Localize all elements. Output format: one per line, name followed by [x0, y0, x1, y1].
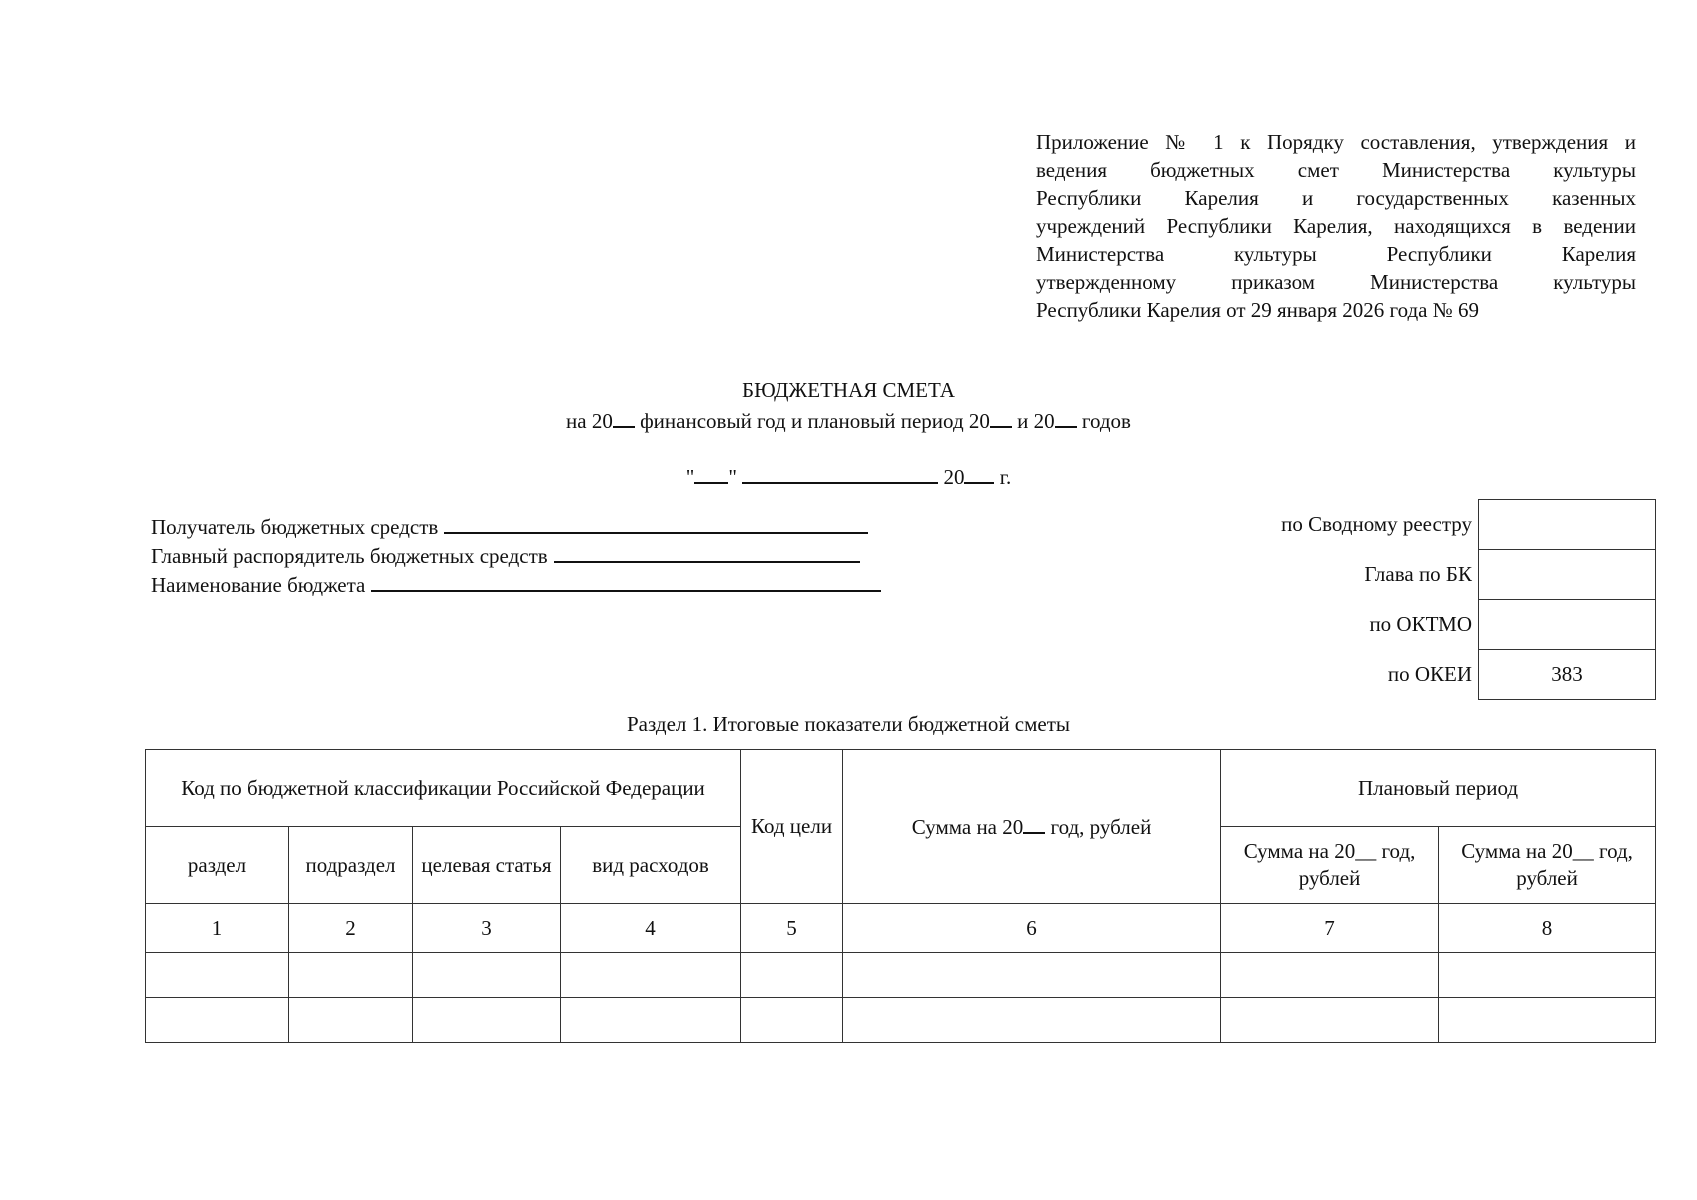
target-article-col-header: целевая статья	[413, 827, 561, 904]
table-cell[interactable]	[146, 953, 289, 998]
section-title: Раздел 1. Итоговые показатели бюджетной сметы	[626, 712, 1071, 736]
code-label: Глава по БК	[1364, 562, 1472, 586]
table-header-row	[146, 750, 1656, 827]
table-cell[interactable]	[289, 998, 413, 1043]
planned-sum-2-header: Сумма на 20__ год, рублей	[1439, 827, 1656, 904]
manager-blank[interactable]	[554, 541, 860, 563]
year-blank[interactable]	[1023, 812, 1045, 834]
subtitle-part: годов	[1076, 409, 1131, 433]
code-label: по ОКТМО	[1369, 612, 1472, 636]
table-cell[interactable]	[561, 953, 741, 998]
code-value-cell[interactable]: 383	[1479, 650, 1656, 700]
subsection-col-header: подраздел	[289, 827, 413, 904]
code-value-cell[interactable]	[1479, 500, 1656, 550]
year-blank[interactable]	[613, 406, 635, 428]
month-blank[interactable]	[742, 462, 938, 484]
document-subtitle	[0, 406, 1697, 434]
code-row	[1100, 600, 1656, 650]
planned-period-header: Плановый период	[1221, 750, 1656, 827]
planned-sum-1-header: Сумма на 20__ год, рублей	[1221, 827, 1439, 904]
appendix-line: ведения бюджетных смет Министерства культуры	[1036, 158, 1636, 182]
sum-header-part: год, рублей	[1045, 815, 1152, 839]
section-col-header: раздел	[146, 827, 289, 904]
budget-table	[145, 749, 1656, 1043]
code-row	[1100, 500, 1656, 550]
column-number: 3	[413, 904, 561, 953]
year-blank[interactable]	[964, 462, 994, 484]
column-number: 6	[843, 904, 1221, 953]
column-number: 2	[289, 904, 413, 953]
table-cell[interactable]	[413, 953, 561, 998]
code-label: по Сводному реестру	[1281, 512, 1472, 536]
table-cell[interactable]	[1439, 953, 1656, 998]
column-number: 8	[1439, 904, 1656, 953]
recipient-label: Получатель бюджетных средств	[151, 515, 439, 539]
year-blank[interactable]	[990, 406, 1012, 428]
day-blank[interactable]	[694, 462, 728, 484]
column-number: 7	[1221, 904, 1439, 953]
table-cell[interactable]	[289, 953, 413, 998]
budget-name-row	[151, 570, 881, 599]
recipient-row	[151, 512, 881, 541]
table-row	[146, 998, 1656, 1043]
table-cell[interactable]	[146, 998, 289, 1043]
expense-type-col-header: вид расходов	[561, 827, 741, 904]
table-row	[146, 953, 1656, 998]
column-number: 4	[561, 904, 741, 953]
appendix-line: Республики Карелия и государственных казенных	[1036, 186, 1636, 210]
sum-header-part: Сумма на 20	[911, 815, 1024, 839]
table-cell[interactable]	[561, 998, 741, 1043]
manager-label: Главный распорядитель бюджетных средств	[151, 544, 548, 568]
codes-table	[1100, 499, 1656, 700]
table-cell[interactable]	[741, 953, 843, 998]
appendix-line: учреждений Республики Карелия, находящихся в ведении	[1036, 214, 1636, 238]
bk-code-header: Код по бюджетной классификации Российской Федерации	[146, 750, 741, 827]
document-title: БЮДЖЕТНАЯ СМЕТА	[742, 378, 955, 402]
date-year-label: 20	[938, 465, 965, 489]
table-cell[interactable]	[741, 998, 843, 1043]
budget-name-label: Наименование бюджета	[151, 573, 366, 597]
date-suffix: г.	[994, 465, 1012, 489]
code-label: по ОКЕИ	[1387, 662, 1472, 686]
table-cell[interactable]	[413, 998, 561, 1043]
appendix-note	[1036, 128, 1636, 324]
appendix-line: утвержденному приказом Министерства культуры	[1036, 270, 1636, 294]
code-value-cell[interactable]	[1479, 600, 1656, 650]
column-number: 1	[146, 904, 289, 953]
table-cell[interactable]	[843, 953, 1221, 998]
code-row	[1100, 650, 1656, 700]
subtitle-part: и 20	[1011, 409, 1055, 433]
appendix-line: Министерства культуры Республики Карелия	[1036, 242, 1636, 266]
appendix-line: Приложение № 1 к Порядку составления, утверждения и	[1036, 130, 1636, 154]
column-number: 5	[741, 904, 843, 953]
table-cell[interactable]	[843, 998, 1221, 1043]
table-cell[interactable]	[1439, 998, 1656, 1043]
year-blank[interactable]	[1055, 406, 1077, 428]
document-date	[0, 462, 1697, 490]
table-cell[interactable]	[1221, 953, 1439, 998]
appendix-line: Республики Карелия от 29 января 2026 года № 69	[1036, 298, 1480, 322]
subtitle-part: финансовый год и плановый период 20	[634, 409, 990, 433]
code-row	[1100, 550, 1656, 600]
table-cell[interactable]	[1221, 998, 1439, 1043]
date-quote: "	[685, 465, 695, 489]
budget-name-blank[interactable]	[371, 570, 881, 592]
recipient-fields	[151, 512, 881, 599]
sum-header	[843, 750, 1221, 904]
date-quote: "	[728, 465, 743, 489]
goal-code-header: Код цели	[741, 750, 843, 904]
recipient-blank[interactable]	[444, 512, 868, 534]
subtitle-part: на 20	[566, 409, 613, 433]
code-value-cell[interactable]	[1479, 550, 1656, 600]
column-number-row	[146, 904, 1656, 953]
manager-row	[151, 541, 881, 570]
